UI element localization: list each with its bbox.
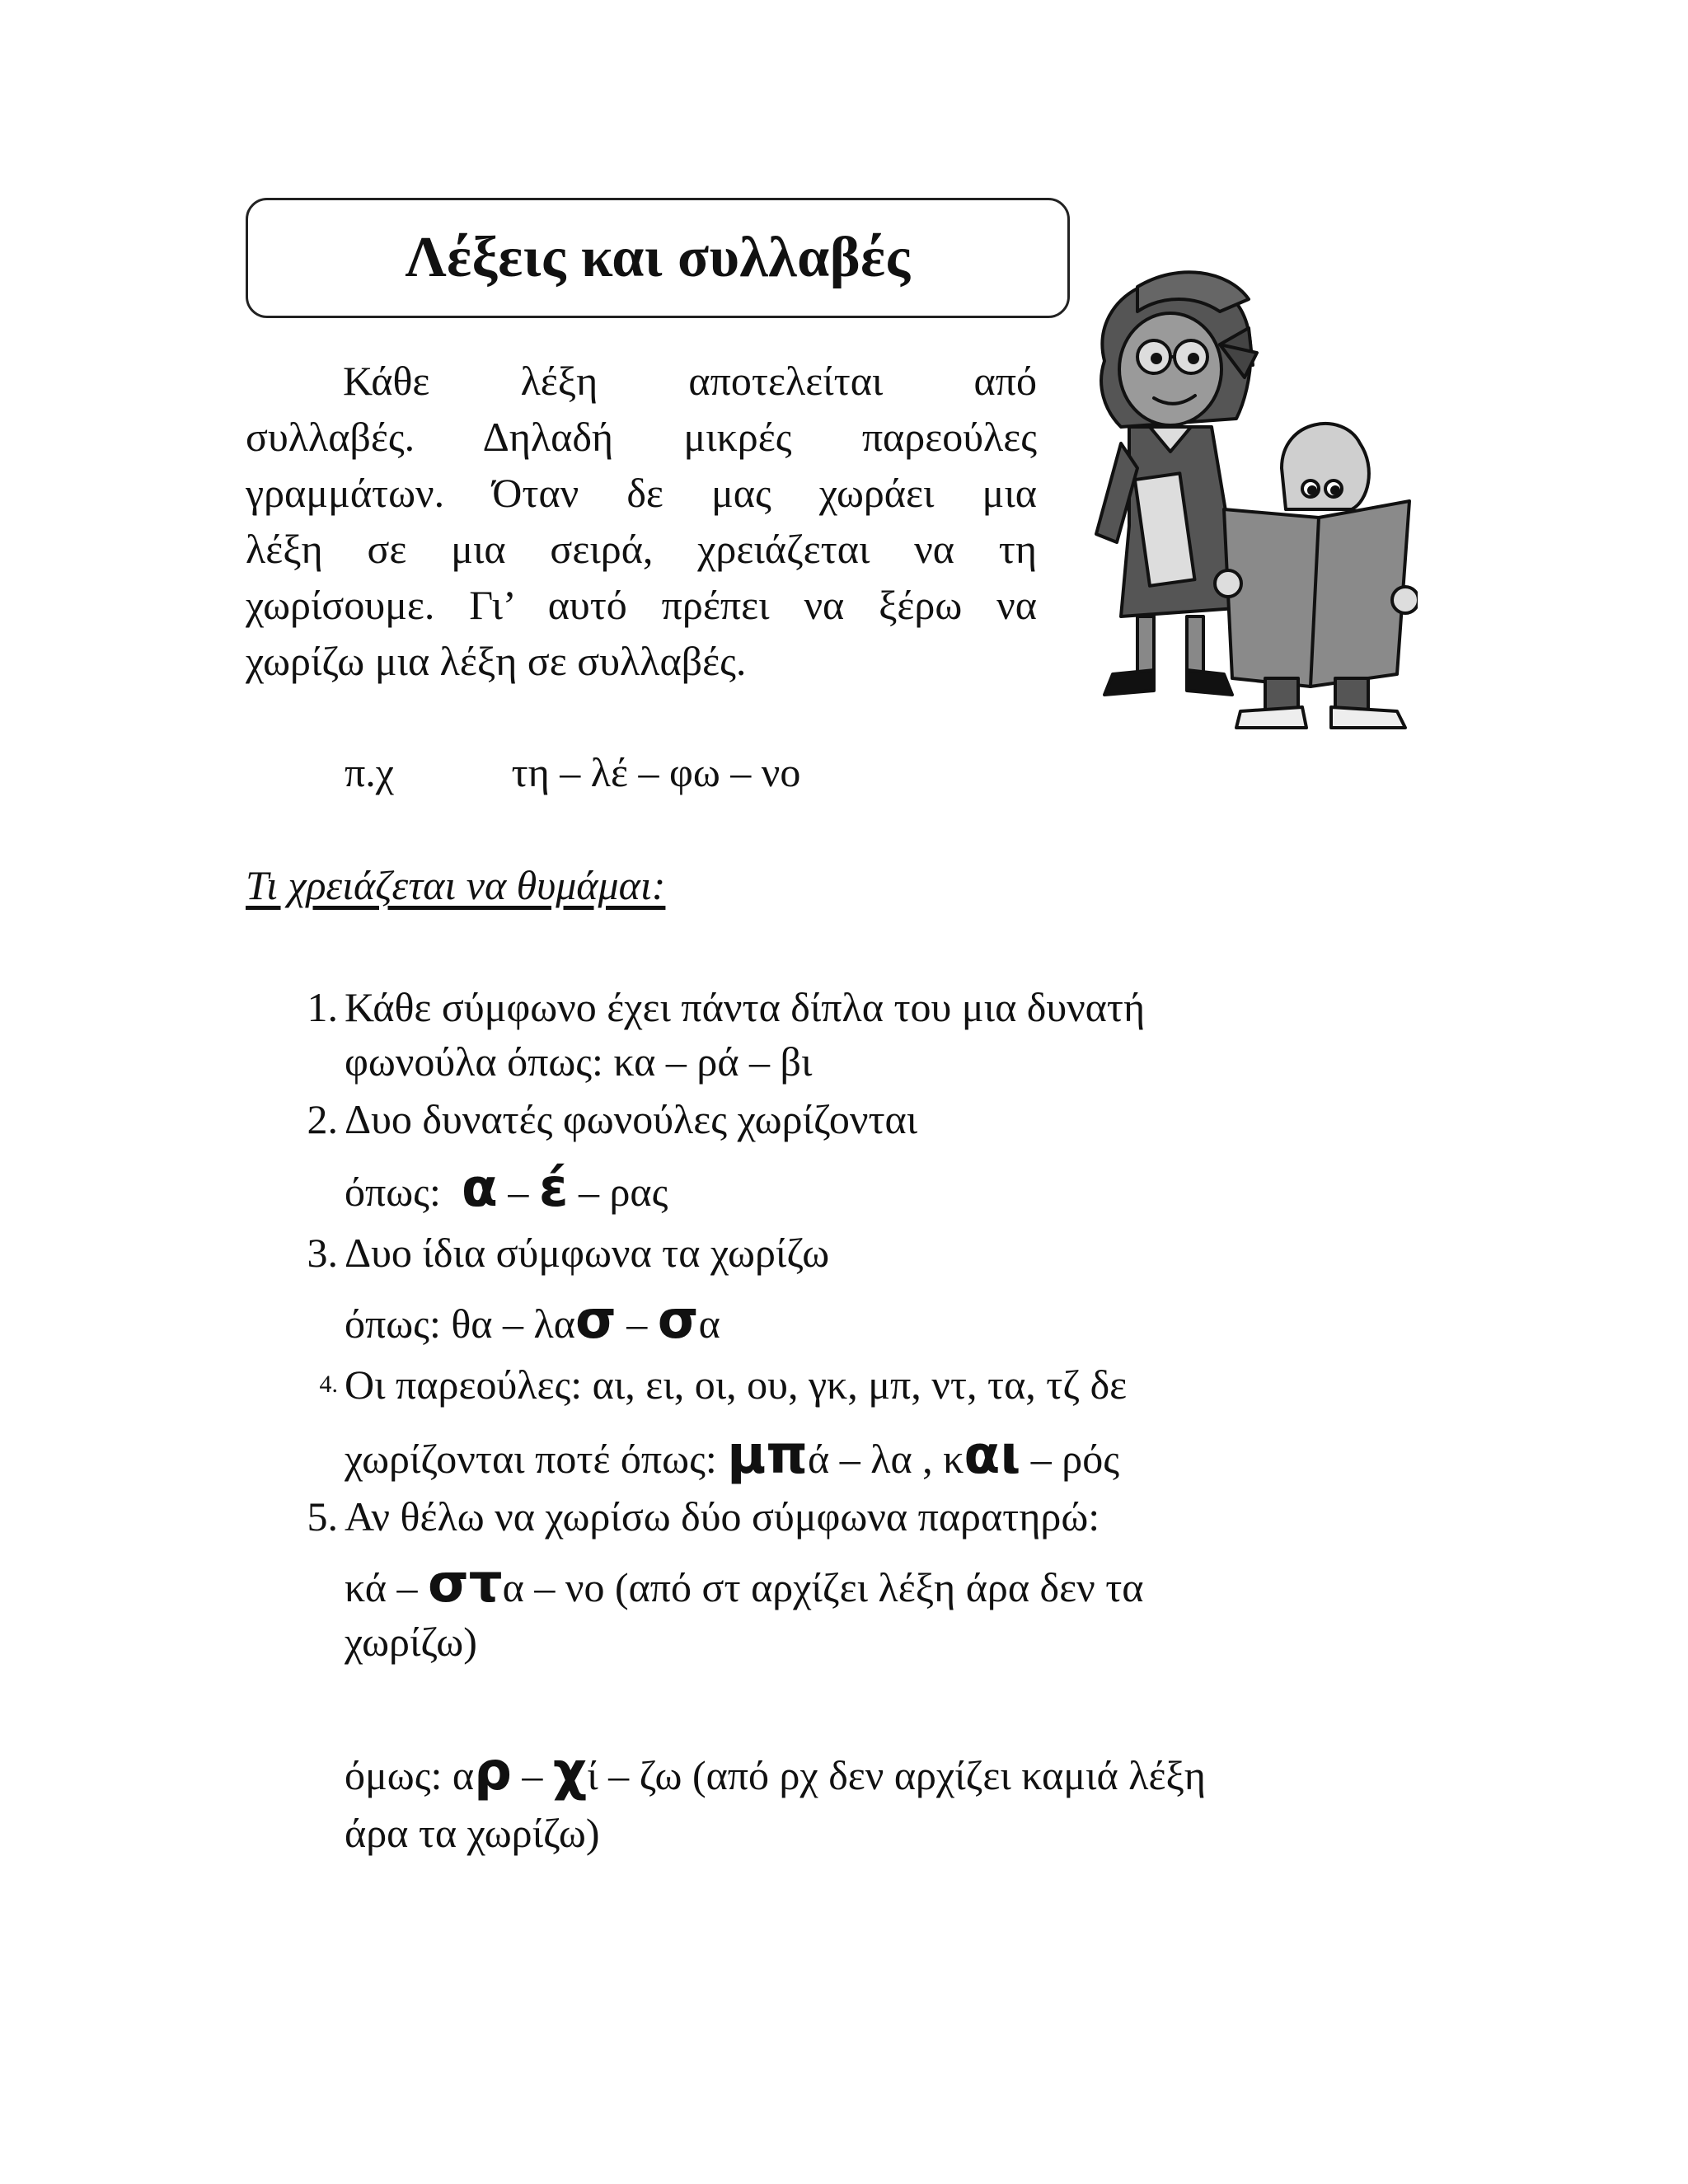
example-prefix: κά – — [345, 1564, 418, 1610]
rule-number: 4. — [319, 1371, 338, 1398]
example-line — [345, 748, 800, 796]
intro-line: λέξη σε μια σειρά, χρειάζεται να τη — [246, 526, 1037, 572]
example-prefix: όπως: θα – λα — [345, 1301, 575, 1347]
dash: – — [626, 1301, 648, 1347]
example-rest: α – νο (από στ αρχίζει λέξη άρα δεν τα — [502, 1564, 1144, 1610]
rule-counter-example-continued: άρα τα χωρίζω) — [345, 1810, 600, 1856]
example-rest: ί – ζω (από ρχ δεν αρχίζει καμιά λέξη — [587, 1752, 1206, 1798]
rule-example — [345, 1290, 720, 1351]
intro-line: συλλαβές. Δηλαδή μικρές παρεούλες — [246, 414, 1037, 460]
rule-text: Κάθε σύμφωνο έχει πάντα δίπλα του μια δυνατή — [345, 984, 1146, 1030]
intro-line: χωρίζω μια λέξη σε συλλαβές. — [246, 638, 747, 684]
example-prefix: χωρίζονται ποτέ όπως: — [345, 1436, 717, 1482]
example-prefix: όπως: — [345, 1169, 441, 1215]
page-title: Λέξεις και συλλαβές — [405, 226, 911, 289]
highlight-letter: έ — [538, 1158, 569, 1219]
rule-text: Δυο ίδια σύμφωνα τα χωρίζω — [345, 1230, 830, 1276]
rule-number: 1. — [307, 984, 338, 1030]
example-rest: α — [698, 1301, 720, 1347]
rule-example — [345, 1554, 1144, 1615]
example-rest: – ρός — [1030, 1436, 1120, 1482]
highlight-letters: στ — [427, 1554, 503, 1615]
children-reading-book-illustration — [1071, 262, 1418, 732]
highlight-letter: σ — [657, 1290, 699, 1351]
example-word: τη – λέ – φω – νο — [511, 749, 801, 795]
rule-example — [345, 1425, 1120, 1486]
dash: – — [508, 1169, 529, 1215]
rule-number: 3. — [307, 1230, 338, 1276]
example-rest: – ρας — [578, 1169, 668, 1215]
highlight-letter: ρ — [474, 1741, 512, 1802]
example-label: π.χ — [345, 749, 394, 795]
title-box — [246, 198, 1070, 318]
rule-number: 5. — [307, 1493, 338, 1540]
highlight-letter: σ — [574, 1290, 617, 1351]
highlight-letter: χ — [552, 1741, 588, 1802]
rule-example: φωνούλα όπως: κα – ρά – βι — [345, 1038, 813, 1085]
rule-text: Οι παρεούλες: αι, ει, οι, ου, γκ, μπ, ντ, τα, τζ δε — [345, 1361, 1128, 1408]
intro-line: χωρίσουμε. Γι’ αυτό πρέπει να ξέρω να — [246, 582, 1037, 628]
intro-line: Κάθε λέξη αποτελείται από — [343, 358, 1037, 404]
dash: – — [522, 1752, 543, 1798]
highlight-letters: μπ — [727, 1425, 809, 1486]
example-prefix: όμως: α — [345, 1752, 475, 1798]
highlight-letters: αι — [964, 1425, 1021, 1486]
rule-counter-example — [345, 1741, 1206, 1802]
rule-example-continued: χωρίζω) — [345, 1619, 477, 1665]
rule-text: Αν θέλω να χωρίσω δύο σύμφωνα παρατηρώ: — [345, 1493, 1100, 1540]
rule-number: 2. — [307, 1096, 338, 1142]
intro-line: γραμμάτων. Όταν δε μας χωράει μια — [246, 470, 1037, 516]
intro-paragraph — [246, 353, 1037, 689]
example-middle: ά – λα , κ — [808, 1436, 964, 1482]
highlight-letter: α — [461, 1158, 498, 1219]
rule-example — [345, 1158, 668, 1219]
rule-text: Δυο δυνατές φωνούλες χωρίζονται — [345, 1096, 918, 1142]
reminder-heading: Τι χρειάζεται να θυμάμαι: — [246, 862, 666, 908]
